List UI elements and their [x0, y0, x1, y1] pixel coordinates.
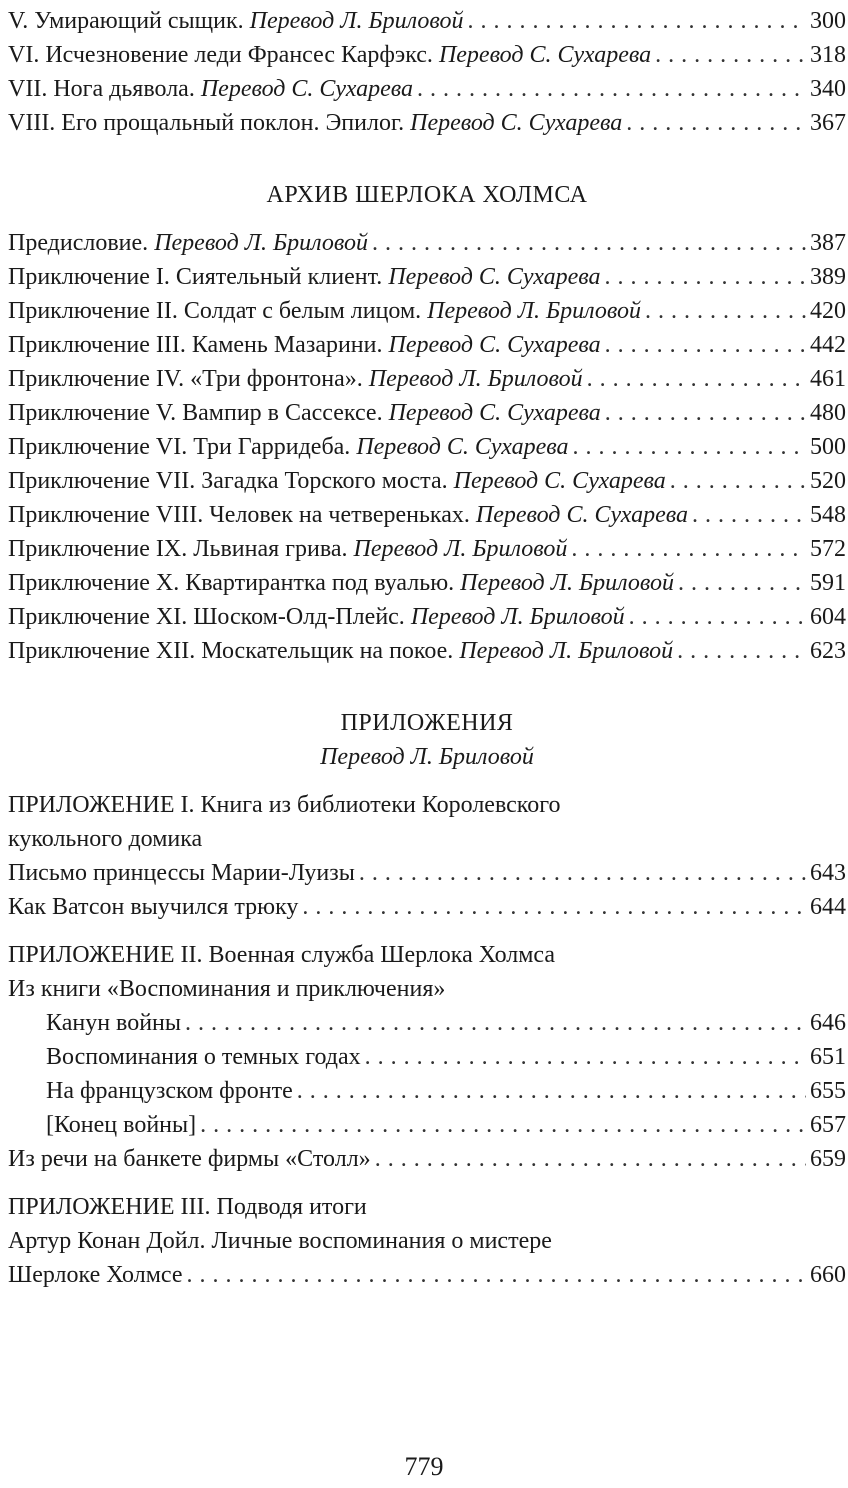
page-number: 779: [404, 1452, 444, 1481]
dot-leader: [302, 890, 806, 924]
toc-entry: [8, 328, 846, 362]
entry-title: Приключение VIII. Человек на четвереньках. Перевод С. Сухарева: [8, 502, 689, 528]
entry-page: 387: [810, 230, 846, 256]
appendix-3-line: Артур Конан Дойл. Личные воспоминания о мистере: [8, 1228, 552, 1254]
entry-page: 548: [810, 502, 846, 528]
toc-entry: [8, 38, 846, 72]
dot-leader: [605, 328, 806, 362]
dot-leader: [185, 1006, 806, 1040]
toc-entry: [8, 498, 846, 532]
toc-entry: [8, 396, 846, 430]
toc-entry: [8, 1142, 846, 1176]
entry-title: Приключение VI. Три Гарридеба. Перевод С. Сухарева: [8, 434, 569, 460]
toc-entry: [8, 362, 846, 396]
archive-heading: АРХИВ ШЕРЛОКА ХОЛМСА: [266, 182, 588, 208]
toc-entry: [8, 260, 846, 294]
entry-title: Предисловие. Перевод Л. Бриловой: [8, 230, 369, 256]
entry-title: На французском фронте: [46, 1078, 293, 1104]
entry-title: Приключение V. Вампир в Сассексе. Перевод С. Сухарева: [8, 400, 601, 426]
dot-leader: [670, 464, 806, 498]
entry-title: VIII. Его прощальный поклон. Эпилог. Перевод С. Сухарева: [8, 110, 623, 136]
entry-page: 643: [810, 860, 846, 886]
dot-leader: [375, 1142, 806, 1176]
entry-title: Приключение I. Сиятельный клиент. Перевод С. Сухарева: [8, 264, 601, 290]
entry-title: Приключение XII. Москательщик на покое. Перевод Л. Бриловой: [8, 638, 674, 664]
entry-title: Канун войны: [46, 1010, 182, 1036]
appendices-heading: ПРИЛОЖЕНИЯ: [340, 710, 514, 736]
toc-entry: [8, 72, 846, 106]
entry-page: 651: [810, 1044, 846, 1070]
dot-leader: [605, 396, 806, 430]
dot-leader: [359, 856, 806, 890]
entry-page: 604: [810, 604, 846, 630]
toc-entry: [8, 1108, 846, 1142]
dot-leader: [571, 532, 806, 566]
toc-entry: [8, 106, 846, 140]
entry-page: 572: [810, 536, 846, 562]
entry-title: Письмо принцессы Марии-Луизы: [8, 860, 355, 886]
entry-page: 644: [810, 894, 846, 920]
entry-page: 442: [810, 332, 846, 358]
toc-entry: [8, 1258, 846, 1292]
appendix-1-heading: ПРИЛОЖЕНИЕ I. Книга из библиотеки Королевского: [8, 792, 561, 818]
appendix-2-heading: ПРИЛОЖЕНИЕ II. Военная служба Шерлока Холмса: [8, 942, 556, 968]
toc-entry: [8, 600, 846, 634]
entry-title: Приключение IV. «Три фронтона». Перевод Л. Бриловой: [8, 366, 583, 392]
dot-leader: [200, 1108, 806, 1142]
dot-leader: [372, 226, 806, 260]
toc-entry: [8, 464, 846, 498]
entry-page: 340: [810, 76, 846, 102]
appendix-3-heading: ПРИЛОЖЕНИЕ III. Подводя итоги: [8, 1194, 367, 1220]
toc-entry: [8, 1040, 846, 1074]
entry-page: 659: [810, 1146, 846, 1172]
dot-leader: [187, 1258, 806, 1292]
entry-title: VII. Нога дьявола. Перевод С. Сухарева: [8, 76, 413, 102]
toc-entry: [8, 1074, 846, 1108]
entry-title: Приключение VII. Загадка Торского моста. Перевод С. Сухарева: [8, 468, 666, 494]
entry-page: 660: [810, 1262, 846, 1288]
dot-leader: [572, 430, 806, 464]
toc-entry: [8, 294, 846, 328]
entry-title: Шерлоке Холмсе: [8, 1262, 183, 1288]
dot-leader: [629, 600, 806, 634]
appendix-1-heading-cont: кукольного домика: [8, 826, 203, 852]
entry-page: 646: [810, 1010, 846, 1036]
dot-leader: [417, 72, 806, 106]
entry-page: 520: [810, 468, 846, 494]
toc-entry: [8, 890, 846, 924]
toc-entry: [8, 4, 846, 38]
entry-title: Приключение IX. Львиная грива. Перевод Л. Бриловой: [8, 536, 568, 562]
dot-leader: [677, 634, 806, 668]
dot-leader: [604, 260, 806, 294]
entry-title: Из речи на банкете фирмы «Столл»: [8, 1146, 371, 1172]
entry-page: 367: [810, 110, 846, 136]
toc-entry: [8, 856, 846, 890]
dot-leader: [655, 38, 806, 72]
entry-page: 300: [810, 8, 846, 34]
dot-leader: [645, 294, 806, 328]
dot-leader: [365, 1040, 806, 1074]
entry-page: 389: [810, 264, 846, 290]
toc-entry: [8, 226, 846, 260]
dot-leader: [468, 4, 806, 38]
entry-title: VI. Исчезновение леди Франсес Карфэкс. Перевод С. Сухарева: [8, 42, 652, 68]
entry-page: 480: [810, 400, 846, 426]
appendices-translator: Перевод Л. Бриловой: [320, 744, 534, 770]
entry-title: Приключение XI. Шоском-Олд-Плейс. Перевод Л. Бриловой: [8, 604, 625, 630]
toc-entry: [8, 532, 846, 566]
entry-page: 318: [810, 42, 846, 68]
toc-entry: [8, 1006, 846, 1040]
table-of-contents: [8, 4, 846, 1292]
entry-page: 461: [810, 366, 846, 392]
toc-entry: [8, 430, 846, 464]
dot-leader: [297, 1074, 806, 1108]
entry-page: 420: [810, 298, 846, 324]
entry-page: 657: [810, 1112, 846, 1138]
dot-leader: [678, 566, 806, 600]
entry-title: Воспоминания о темных годах: [46, 1044, 361, 1070]
toc-entry: [8, 634, 846, 668]
entry-page: 623: [810, 638, 846, 664]
entry-title: Приключение III. Камень Мазарини. Перевод С. Сухарева: [8, 332, 601, 358]
dot-leader: [692, 498, 806, 532]
toc-entry: [8, 566, 846, 600]
entry-page: 500: [810, 434, 846, 460]
entry-title: Как Ватсон выучился трюку: [8, 894, 299, 920]
entry-title: [Конец войны]: [46, 1112, 197, 1138]
entry-title: Приключение X. Квартирантка под вуалью. Перевод Л. Бриловой: [8, 570, 674, 596]
appendix-2-book: Из книги «Воспоминания и приключения»: [8, 976, 446, 1002]
entry-title: Приключение II. Солдат с белым лицом. Перевод Л. Бриловой: [8, 298, 641, 324]
dot-leader: [626, 106, 806, 140]
entry-page: 591: [810, 570, 846, 596]
entry-title: V. Умирающий сыщик. Перевод Л. Бриловой: [8, 8, 464, 34]
dot-leader: [587, 362, 806, 396]
entry-page: 655: [810, 1078, 846, 1104]
